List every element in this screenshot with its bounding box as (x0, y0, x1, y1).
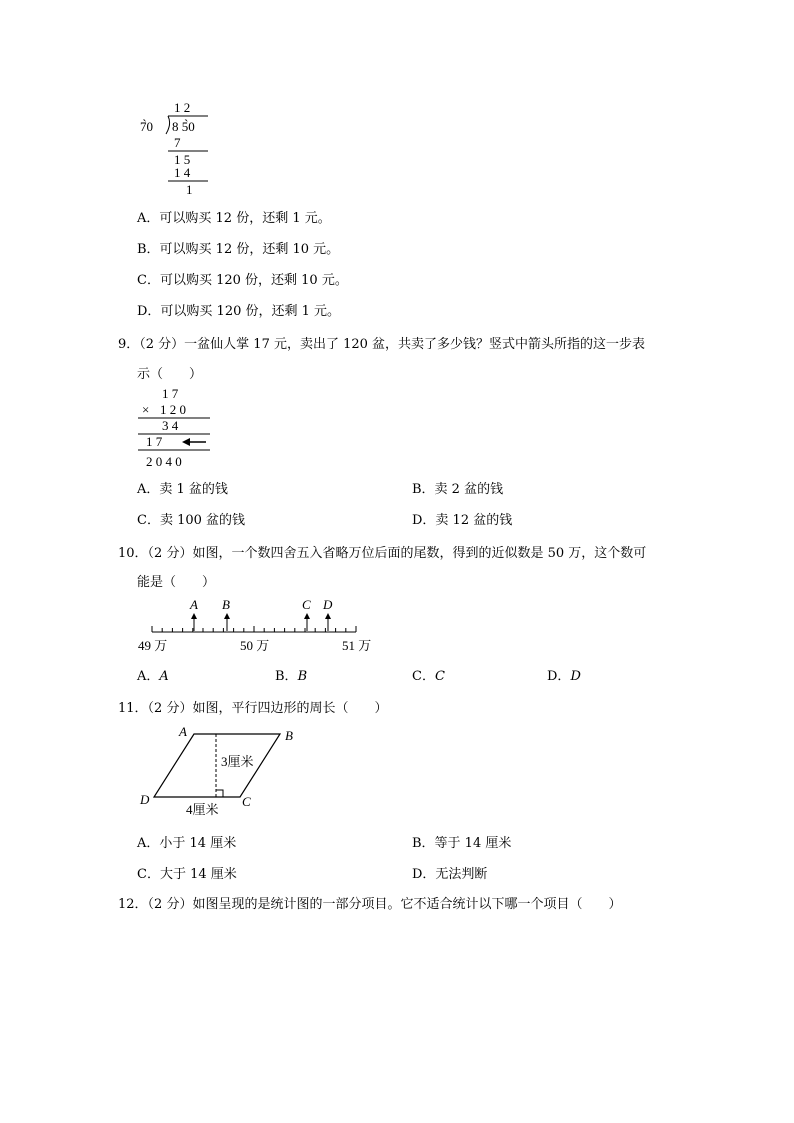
mult-sign: × (142, 402, 150, 417)
q10-option-d-value: D (570, 669, 581, 684)
q11-option-a: A．小于 14 厘米 (137, 836, 237, 851)
base-label: 4厘米 (186, 802, 219, 817)
vertex-c-label: C (242, 794, 251, 809)
number-line-label-mid: 50 万 (240, 638, 270, 653)
q10-option-c-value: C (434, 669, 445, 684)
parallelogram-shape (154, 734, 280, 797)
q9-option-d: D．卖 12 盆的钱 (412, 513, 513, 528)
vertex-a-label: A (179, 724, 187, 739)
right-angle-mark (216, 790, 223, 797)
vertex-b-label: B (285, 728, 293, 743)
q12-stem: 12．（2 分）如图呈现的是统计图的一部分项目。它不适合统计以下哪一个项目（ ） (118, 897, 622, 912)
q10-option-a (137, 665, 169, 684)
height-label: 3厘米 (221, 754, 254, 769)
division-bracket (166, 116, 170, 134)
q10-option-b-prefix: B． (275, 669, 298, 684)
up-arrow-icon (224, 613, 230, 631)
division-quotient: 1 2 (174, 100, 191, 115)
division-step3: 1 4 (174, 165, 191, 180)
q9-stem-line1: 9．（2 分）一盆仙人掌 17 元，卖出了 120 盆，共卖了多少钱？竖式中箭头所指的这一步表 (118, 337, 646, 352)
q11-option-b: B．等于 14 厘米 (412, 836, 512, 851)
q9-option-c: C．卖 100 盆的钱 (137, 513, 246, 528)
q8-option-d: D．可以购买 120 份，还剩 1 元。 (137, 304, 341, 319)
q10-option-b (275, 665, 307, 684)
number-line-figure (136, 596, 386, 656)
q10-option-a-value: A (159, 669, 169, 684)
q10-stem-line1: 10．（2 分）如图，一个数四舍五入省略万位后面的尾数，得到的近似数是 50 万，这个数可 (118, 546, 647, 561)
parallelogram-figure (138, 722, 308, 822)
long-division-figure (130, 98, 230, 198)
division-step2: 1 5 (174, 152, 191, 167)
point-label-c: C (302, 597, 311, 612)
mult-result: 2 0 4 0 (146, 454, 182, 469)
q8-option-c: C．可以购买 120 份，还剩 10 元。 (137, 273, 348, 288)
q8-option-b: B．可以购买 12 份，还剩 10 元。 (137, 242, 340, 257)
point-label-a: A (190, 597, 198, 612)
q10-option-d-prefix: D． (547, 669, 571, 684)
q11-option-d: D．无法判断 (412, 867, 488, 882)
division-step1: 7 (174, 135, 181, 150)
q10-stem-line2: 能是（ ） (137, 575, 216, 590)
multiplication-figure (136, 386, 236, 476)
q11-option-c: C．大于 14 厘米 (137, 867, 237, 882)
q10-option-d (547, 665, 581, 684)
q9-stem-line2: 示（ ） (137, 367, 203, 382)
vertex-d-label: D (140, 792, 150, 807)
division-dividend: 8 5̀0 (172, 119, 195, 134)
number-line-label-right: 51 万 (342, 638, 372, 653)
q10-option-b-value: B (297, 669, 308, 684)
number-line-label-left: 49 万 (138, 638, 168, 653)
mult-partial1: 3 4 (162, 418, 179, 433)
mult-partial2: 1 7 (146, 434, 163, 449)
up-arrow-icon (191, 613, 197, 631)
q9-option-b: B．卖 2 盆的钱 (412, 482, 504, 497)
q10-option-a-prefix: A． (137, 669, 160, 684)
q11-stem: 11．（2 分）如图，平行四边形的周长（ ） (118, 701, 388, 716)
division-remainder: 1 (186, 182, 193, 197)
mult-second: 1 2 0 (160, 402, 186, 417)
arrow-left-icon (182, 438, 206, 446)
q9-option-a: A．卖 1 盆的钱 (137, 482, 228, 497)
division-divisor: 7̀0 (140, 119, 153, 134)
q8-option-a: A．可以购买 12 份，还剩 1 元。 (137, 211, 331, 226)
point-label-d: D (323, 597, 333, 612)
point-label-b: B (222, 597, 230, 612)
q10-option-c (412, 665, 445, 684)
q10-option-c-prefix: C． (412, 669, 435, 684)
mult-top: 1 7 (162, 386, 179, 401)
number-line-ticks (152, 626, 356, 632)
